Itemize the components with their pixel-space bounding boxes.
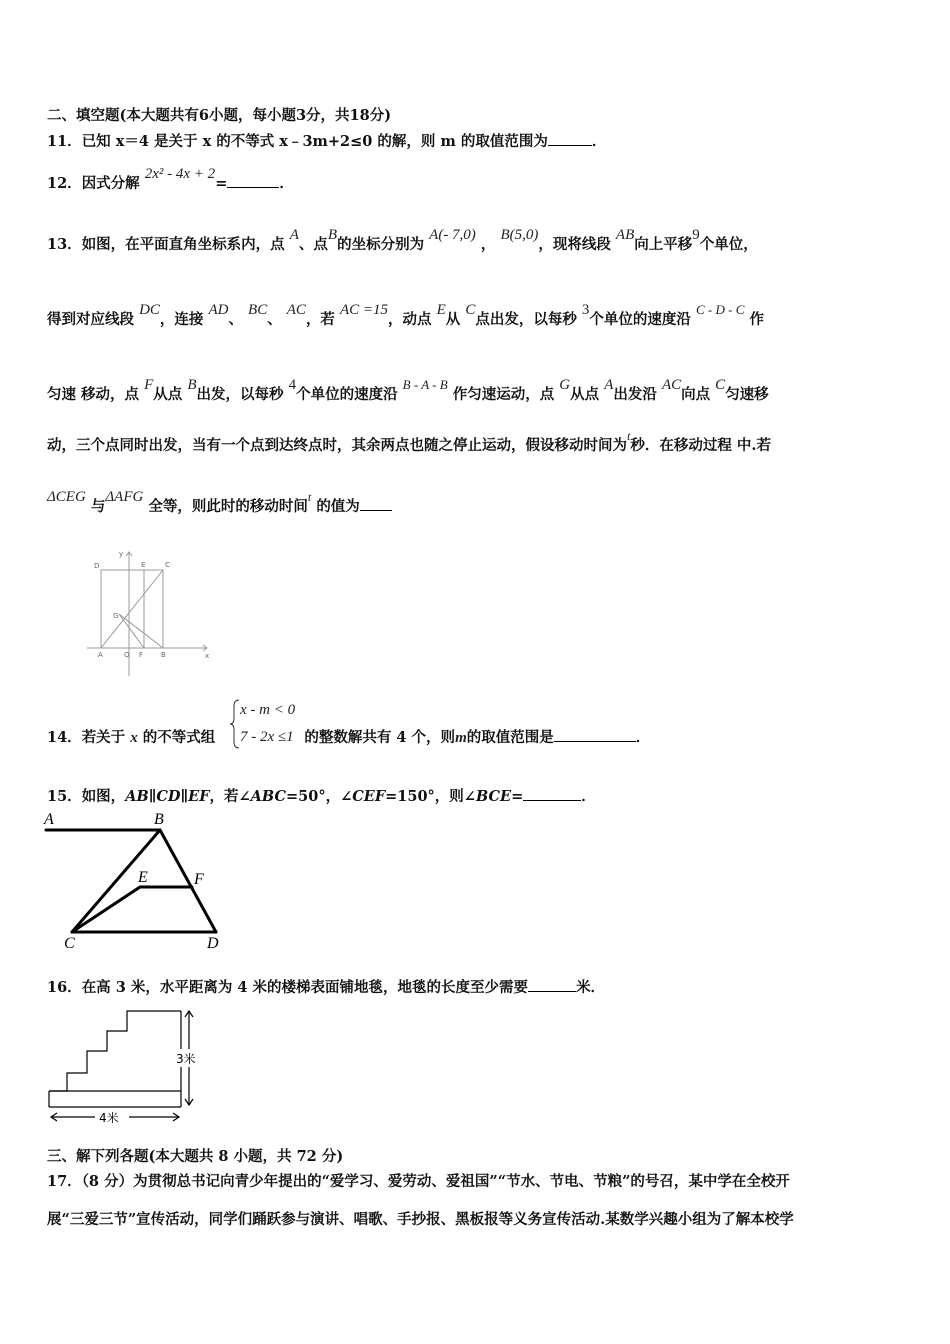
math-AC: AC bbox=[286, 302, 306, 318]
q12-text: 因式分解 bbox=[81, 175, 140, 192]
q13-text: 全等，则此时的移动时间 bbox=[148, 498, 308, 515]
math-BC: BC bbox=[248, 302, 268, 318]
q13-text: 出发，以每秒 bbox=[196, 386, 284, 403]
fig-height-label: 3米 bbox=[176, 1052, 196, 1066]
q13-text: 匀速移 bbox=[725, 386, 769, 403]
math-path-CDC: C - D - C bbox=[695, 302, 745, 317]
fig-label-F: F bbox=[194, 871, 204, 888]
q13-text: 作匀速运动，点 bbox=[452, 386, 555, 403]
q14-text: 的取值范围是 bbox=[466, 729, 554, 746]
q12-number: 12． bbox=[47, 175, 82, 192]
q13-text: 的坐标分别为 bbox=[337, 236, 425, 253]
fig-label-D: D bbox=[94, 562, 100, 570]
q13-text: 与 bbox=[90, 498, 106, 515]
math-coord-A: A(- 7,0) bbox=[429, 227, 476, 243]
math-AC-eq: AC =15 bbox=[340, 302, 389, 318]
fig-label-A: A bbox=[44, 811, 54, 828]
q14-number: 14． bbox=[47, 729, 82, 746]
q11-end: ． bbox=[591, 133, 607, 150]
section-heading-answer-questions: 三、解下列各题(本大题共 8 小题，共 72 分) bbox=[47, 1148, 344, 1165]
math-4: 4 bbox=[288, 377, 297, 393]
q13-text: 向上平移 bbox=[634, 236, 693, 253]
q14-inequality-1: x - m < 0 bbox=[240, 702, 296, 718]
math-AC: AC bbox=[661, 377, 682, 393]
q13-text: 从点 bbox=[570, 386, 600, 403]
fig-label-B: B bbox=[161, 651, 166, 659]
q17-text: （8 分）为贯彻总书记向青少年提出的“爱学习、爱劳动、爱祖国”“节水、节电、节粮”的号召，某中学在全校开 bbox=[81, 1173, 790, 1190]
q13-text: 从点 bbox=[153, 386, 183, 403]
q12-expression: 2x² - 4x + 2 bbox=[144, 166, 216, 182]
q13-coordinate-figure bbox=[85, 548, 215, 678]
fig-label-x: x bbox=[205, 652, 210, 660]
q13-text: 点出发，以每秒 bbox=[475, 311, 577, 328]
q15-text: 如图， bbox=[81, 788, 126, 805]
q13-text: 、 bbox=[228, 311, 243, 328]
q16-end: 米． bbox=[576, 979, 606, 996]
angle-BCE: BCE bbox=[475, 788, 512, 805]
math-A: A bbox=[604, 377, 614, 393]
fig-width-label: 4米 bbox=[99, 1111, 119, 1125]
q16-staircase-figure bbox=[45, 1005, 205, 1135]
q13-number: 13． bbox=[47, 236, 82, 253]
math-t: t bbox=[307, 490, 312, 504]
math-path-BAB: B - A - B bbox=[402, 377, 448, 392]
q13-text: 的值为 bbox=[316, 498, 360, 515]
q13-text: ，现将线段 bbox=[538, 236, 611, 253]
q13-answer-blank[interactable] bbox=[360, 496, 392, 512]
q13-text: 个单位， bbox=[699, 236, 758, 253]
fig-label-E: E bbox=[141, 561, 146, 569]
q13-text: 匀速 移动，点 bbox=[47, 386, 140, 403]
q11-number: 11． bbox=[47, 133, 82, 150]
question-11 bbox=[47, 130, 606, 151]
angle-ABC: ABC bbox=[250, 788, 286, 805]
q13-text: ，若 bbox=[305, 311, 335, 328]
q14-text: 若关于 bbox=[81, 729, 131, 746]
fig-label-O: O bbox=[124, 651, 130, 659]
fig-label-A: A bbox=[98, 651, 103, 659]
fig-label-E: E bbox=[138, 869, 148, 886]
q13-text: 个单位的速度沿 bbox=[589, 311, 691, 328]
fig-label-y: y bbox=[119, 550, 124, 558]
q15-number: 15． bbox=[47, 788, 82, 805]
question-12 bbox=[47, 166, 294, 193]
fig-label-B: B bbox=[154, 811, 164, 828]
fig-label-G: G bbox=[113, 612, 119, 620]
math-B: B bbox=[327, 227, 338, 243]
q13-text: 从 bbox=[445, 311, 461, 328]
question-13-line-4 bbox=[47, 429, 771, 455]
math-coord-B: B(5,0) bbox=[500, 227, 539, 243]
math-t: t bbox=[627, 429, 631, 443]
q15-text: =150°，则∠ bbox=[385, 788, 476, 805]
question-13-line-2 bbox=[47, 302, 764, 329]
q13-text: 出发沿 bbox=[613, 386, 657, 403]
fig-label-D: D bbox=[207, 935, 219, 952]
math-x: x bbox=[130, 730, 138, 746]
math-DC: DC bbox=[139, 302, 160, 318]
q12-end: ． bbox=[279, 175, 294, 192]
q13-text: 、 bbox=[267, 311, 282, 328]
q13-text: 作 bbox=[749, 311, 764, 328]
math-9: 9 bbox=[692, 227, 700, 243]
q13-text: 如图，在平面直角坐标系内，点 bbox=[81, 236, 285, 253]
fig-label-C: C bbox=[165, 561, 170, 569]
math-C: C bbox=[715, 377, 726, 393]
q17-number: 17． bbox=[47, 1173, 82, 1190]
math-G: G bbox=[559, 377, 571, 393]
q16-text: 在高 3 米，水平距离为 4 米的楼梯表面铺地毯，地毯的长度至少需要 bbox=[81, 979, 529, 996]
math-m: m bbox=[455, 730, 467, 746]
q15-text: =50°，∠ bbox=[286, 788, 353, 805]
q16-number: 16． bbox=[47, 979, 82, 996]
math-C: C bbox=[465, 302, 476, 318]
question-15 bbox=[47, 785, 596, 806]
q15-end: ． bbox=[581, 788, 596, 805]
q14-text: 的整数解共有 4 个，则 bbox=[304, 729, 456, 746]
math-triangle-CEG: ΔCEG bbox=[47, 489, 86, 505]
math-B: B bbox=[187, 377, 197, 393]
q14-inequality-2: 7 - 2x ≤1 bbox=[240, 729, 294, 745]
q15-text: ，若∠ bbox=[209, 788, 251, 805]
fig-label-F: F bbox=[139, 651, 144, 659]
math-AB: AB bbox=[615, 227, 635, 243]
section-heading-fill-blank: 二、填空题(本大题共有6小题，每小题3分，共18分) bbox=[47, 107, 392, 124]
q13-text: ，动点 bbox=[388, 311, 432, 328]
question-16 bbox=[47, 976, 605, 997]
q13-text: 向点 bbox=[681, 386, 711, 403]
q15-condition: AB∥CD∥EF bbox=[125, 788, 210, 805]
q15-text: = bbox=[511, 788, 524, 805]
q14-end: ． bbox=[635, 729, 651, 746]
q15-parallel-lines-figure bbox=[40, 810, 240, 955]
question-14 bbox=[47, 726, 650, 747]
q12-answer-blank[interactable] bbox=[227, 173, 279, 189]
q13-text: 得到对应线段 bbox=[47, 311, 134, 328]
q15-answer-blank[interactable] bbox=[523, 786, 581, 802]
q13-text: ， bbox=[480, 236, 496, 253]
q13-text: ，连接 bbox=[159, 311, 204, 328]
question-17-line-2: 展“三爱三节”宣传活动，同学们踊跃参与演讲、唱歌、手抄报、黑板报等义务宣传活动.某数学兴趣小组为了解本校学 bbox=[47, 1211, 794, 1228]
q14-text: 的不等式组 bbox=[137, 729, 216, 746]
q13-text: 动，三个点同时出发，当有一个点到达终点时，其余两点也随之停止运动，假设移动时间为 bbox=[47, 437, 627, 454]
math-A: A bbox=[289, 227, 299, 243]
q13-text: 、点 bbox=[298, 236, 328, 253]
question-13-line-3 bbox=[47, 377, 769, 404]
q13-text: 个单位的速度沿 bbox=[296, 386, 398, 403]
q12-equals: = bbox=[215, 175, 228, 192]
question-13-line-1 bbox=[47, 227, 758, 254]
fig-label-C: C bbox=[64, 935, 75, 952]
math-AD: AD bbox=[208, 302, 229, 318]
math-triangle-AFG: ΔAFG bbox=[105, 489, 144, 505]
math-E: E bbox=[436, 302, 446, 318]
q16-answer-blank[interactable] bbox=[528, 977, 576, 993]
q14-answer-blank[interactable] bbox=[554, 727, 636, 743]
angle-CEF: CEF bbox=[352, 788, 386, 805]
math-F: F bbox=[144, 377, 154, 393]
q11-answer-blank[interactable] bbox=[548, 131, 592, 147]
question-17-line-1 bbox=[47, 1170, 790, 1191]
q11-text: 已知 x＝4 是关于 x 的不等式 x﹣3m+2≤0 的解，则 m 的取值范围为 bbox=[81, 133, 548, 150]
q13-text: 秒．在移动过程 中.若 bbox=[630, 437, 771, 454]
math-3: 3 bbox=[581, 302, 590, 318]
question-13-line-5 bbox=[47, 489, 392, 516]
